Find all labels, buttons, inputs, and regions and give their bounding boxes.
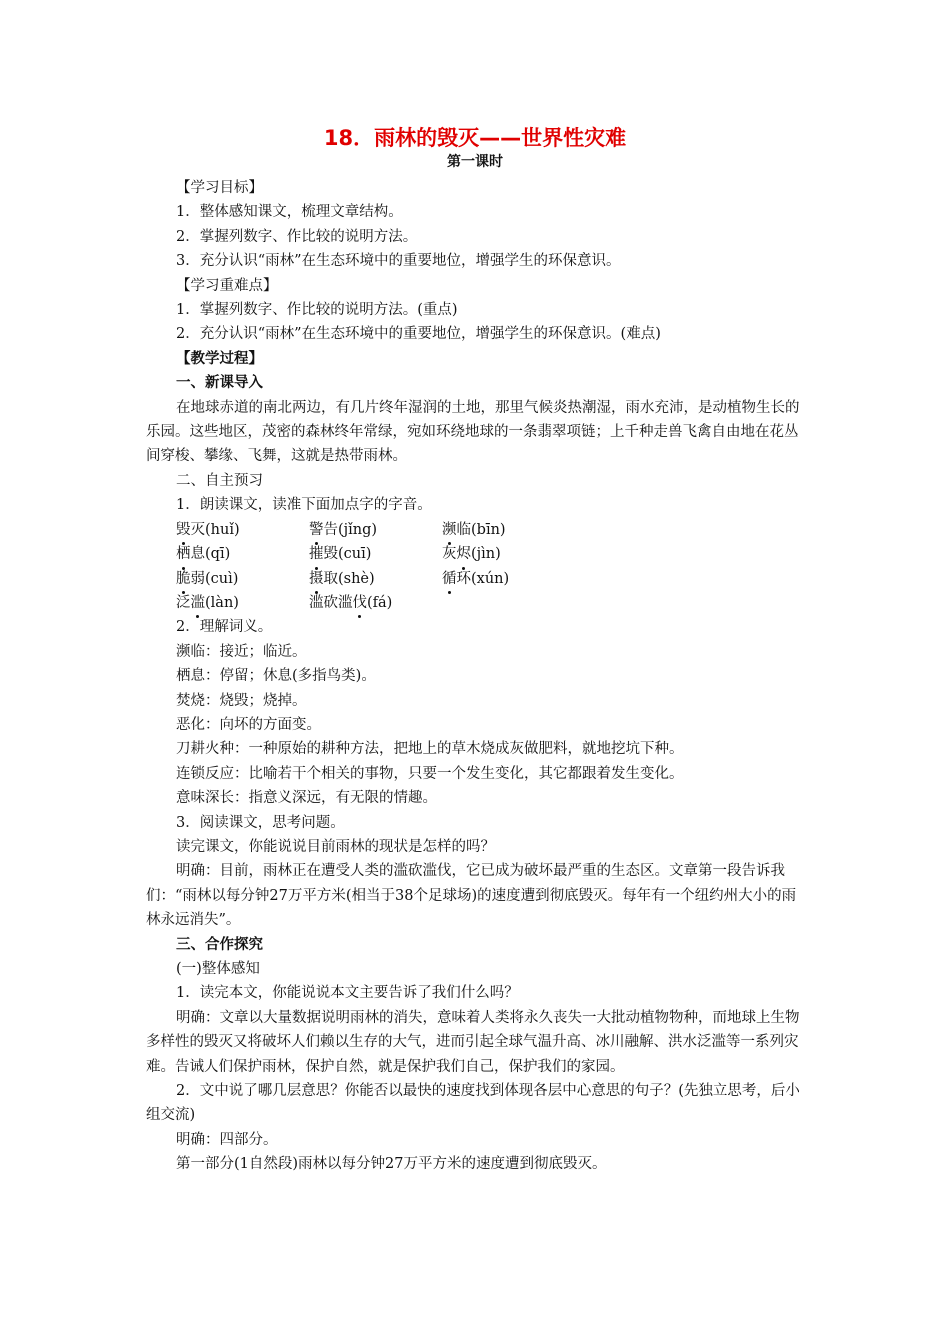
vocab-word-suffix: 毁(cuī)	[323, 546, 372, 563]
vocab-word	[176, 591, 309, 615]
vocab-word	[176, 518, 309, 542]
coop-part: 第一部分(1自然段)雨林以每分钟27万平方米的速度遭到彻底毁灭。	[176, 1156, 607, 1173]
definition-item: 刀耕火种：一种原始的耕种方法，把地上的草木烧成灰做肥料，就地挖坑下种。	[176, 741, 684, 758]
process-header: 【教学过程】	[176, 350, 263, 367]
document-subtitle: 第一课时	[447, 154, 503, 170]
coop-question: 2．文中说了哪几层意思？你能否以最快的速度找到体现各层中心意思的句子？(先独立思考，后小组交流)	[146, 1083, 800, 1124]
answer-text: 明确：目前，雨林正在遭受人类的滥砍滥伐，它已成为破坏最严重的生态区。文章第一段告诉我们：“雨林以每分钟27万平方米(相当于38个足球场)的速度遭到彻底毁灭。每年有一个纽约州大小的雨林永远消失”。	[146, 863, 797, 929]
key-header: 【学习重难点】	[176, 277, 278, 294]
coop-answer: 明确：文章以大量数据说明雨林的消失，意味着人类将永久丧失一大批动植物物种，而地球上生物多样性的毁灭又将破坏人们赖以生存的大气，进而引起全球气温升高、冰川融解、洪水泛滥等一系列灾难。告诫人们保护雨林，保护自然，就是保护我们自己，保护我们的家园。	[146, 1009, 800, 1075]
vocab-row	[176, 591, 806, 615]
vocab-dotted-char: 循	[442, 567, 457, 591]
vocab-word-suffix: 告(jǐng)	[323, 521, 378, 538]
vocab-row	[176, 567, 806, 591]
vocab-dotted-char: 栖	[176, 542, 191, 566]
key-item: 2．充分认识“雨林”在生态环境中的重要地位，增强学生的环保意识。(难点)	[176, 326, 661, 343]
definition-item: 焚烧：烧毁；烧掉。	[176, 692, 307, 709]
intro-text: 在地球赤道的南北两边，有几片终年湿润的土地，那里气候炎热潮湿，雨水充沛，是动植物生长的乐园。这些地区，茂密的森林终年常绿，宛如环绕地球的一条翡翠项链；上千种走兽飞禽自由地在花丛间穿梭、攀缘、飞舞，这就是热带雨林。	[146, 399, 800, 465]
question-text: 读完课文，你能说说目前雨林的现状是怎样的吗？	[176, 838, 495, 855]
coop-header: 三、合作探究	[176, 936, 263, 953]
vocab-word	[442, 567, 509, 591]
vocab-word-suffix: 环(xún)	[456, 570, 510, 587]
vocab-word-suffix: 弱(cuì)	[190, 570, 239, 587]
goal-item: 2．掌握列数字、作比较的说明方法。	[176, 228, 418, 245]
document-body	[146, 176, 806, 1177]
definition-item: 意味深长：指意义深远，有无限的情趣。	[176, 790, 437, 807]
preview-task-3: 3．阅读课文，思考问题。	[176, 814, 345, 831]
vocab-word	[442, 542, 501, 566]
vocab-word	[442, 518, 506, 542]
vocab-table	[146, 518, 806, 616]
vocab-dotted-char: 脆	[176, 567, 191, 591]
document-title: 18．雨林的毁灭——世界性灾难	[323, 126, 627, 150]
vocab-word-suffix: 息(qī)	[190, 546, 231, 563]
vocab-dotted-char: 伐	[353, 591, 368, 615]
preview-header: 二、自主预习	[176, 472, 263, 489]
vocab-word-suffix: (jìn)	[471, 546, 501, 563]
coop-subheader: (一)整体感知	[176, 961, 260, 977]
vocab-word	[309, 567, 442, 591]
vocab-word	[176, 542, 309, 566]
vocab-dotted-char: 滥	[191, 591, 206, 615]
vocab-dotted-char: 濒	[442, 518, 457, 542]
definition-item: 连锁反应：比喻若干个相关的事物，只要一个发生变化，其它都跟着发生变化。	[176, 765, 684, 782]
vocab-dotted-char: 摧	[309, 542, 324, 566]
vocab-word-suffix: (fá)	[367, 594, 393, 611]
vocab-word	[309, 591, 442, 615]
vocab-dotted-char: 摄	[309, 567, 324, 591]
definition-item: 恶化：向坏的方面变。	[176, 716, 321, 733]
vocab-row	[176, 518, 806, 542]
key-item: 1．掌握列数字、作比较的说明方法。(重点)	[176, 302, 458, 319]
vocab-word-prefix: 泛	[176, 594, 191, 611]
vocab-dotted-char: 烬	[457, 542, 472, 566]
vocab-word	[176, 567, 309, 591]
goal-item: 1．整体感知课文，梳理文章结构。	[176, 204, 403, 221]
vocab-word-suffix: 取(shè)	[323, 570, 375, 587]
vocab-word-prefix: 灰	[442, 546, 457, 563]
preview-task-2: 2．理解词义。	[176, 619, 273, 636]
preview-task-1: 1．朗读课文，读准下面加点字的字音。	[176, 497, 432, 514]
vocab-dotted-char: 毁	[176, 518, 191, 542]
definition-item: 栖息：停留；休息(多指鸟类)。	[176, 668, 376, 685]
vocab-word	[309, 518, 442, 542]
vocab-word-suffix: 灭(huǐ)	[190, 521, 240, 538]
intro-header: 一、新课导入	[176, 375, 263, 392]
goal-item: 3．充分认识“雨林”在生态环境中的重要地位，增强学生的环保意识。	[176, 253, 621, 270]
vocab-word	[309, 542, 442, 566]
definition-item: 濒临：接近；临近。	[176, 643, 307, 660]
coop-question: 1．读完本文，你能说说本文主要告诉了我们什么吗？	[176, 985, 519, 1002]
vocab-word-suffix: 临(bīn)	[456, 521, 506, 538]
vocab-word-prefix: 滥砍滥	[309, 594, 353, 611]
vocab-word-suffix: (làn)	[205, 594, 239, 611]
vocab-dotted-char: 警	[309, 518, 324, 542]
coop-answer: 明确：四部分。	[176, 1131, 278, 1148]
goals-header: 【学习目标】	[176, 180, 263, 196]
vocab-row	[176, 542, 806, 566]
